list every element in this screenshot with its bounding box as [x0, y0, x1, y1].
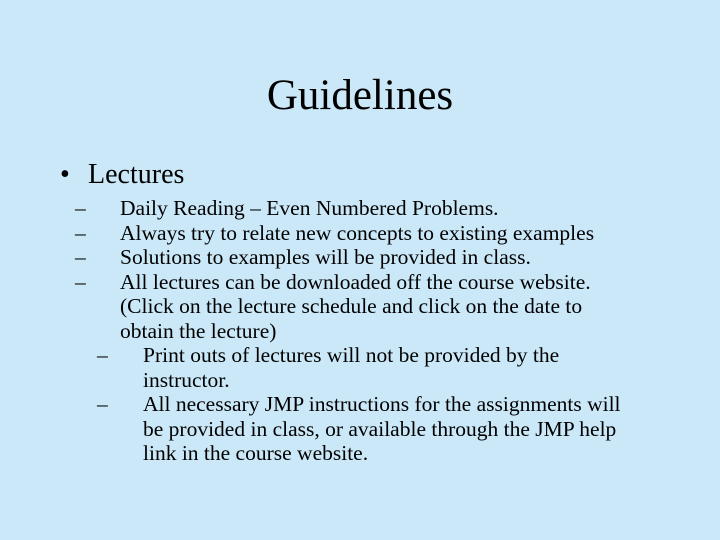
dash-marker: –	[97, 392, 108, 416]
dash-marker: –	[75, 196, 86, 220]
sub-bullet-item	[97, 343, 697, 392]
bullet-label: Lectures	[88, 159, 185, 190]
sub-bullet-item	[75, 269, 697, 344]
sub-bullet-text-continued: (Click on the lecture schedule and click on the date to	[120, 294, 583, 318]
sub-bullet-text: Always try to relate new concepts to existing examples	[120, 220, 595, 245]
sub-bullet-text-continued: be provided in class, or available through the JMP help	[143, 416, 617, 441]
sub-bullet-text: All necessary JMP instructions for the assignments will	[143, 392, 621, 416]
sub-bullet-text: Print outs of lectures will not be provided by the	[143, 343, 560, 367]
slide-title: Guidelines	[266, 72, 454, 119]
dash-marker: –	[97, 343, 108, 367]
sub-bullet-text: Daily Reading – Even Numbered Problems.	[120, 196, 499, 220]
sub-bullet-list	[75, 196, 697, 466]
bullet-marker: •	[60, 159, 70, 190]
dash-marker: –	[75, 269, 86, 294]
dash-marker: –	[75, 245, 86, 269]
sub-bullet-item	[97, 392, 697, 466]
dash-marker: –	[75, 220, 86, 245]
sub-bullet-text: All lectures can be downloaded off the course website.	[120, 269, 591, 294]
sub-bullet-text-continued: obtain the lecture)	[120, 318, 277, 343]
bullet-lectures	[60, 158, 184, 192]
sub-bullet-text-continued: instructor.	[143, 367, 230, 392]
sub-bullet-item	[75, 245, 697, 270]
sub-bullet-item	[75, 220, 697, 246]
sub-bullet-item	[75, 196, 697, 221]
sub-bullet-text-continued: link in the course website.	[143, 441, 369, 465]
sub-bullet-text: Solutions to examples will be provided in class.	[120, 245, 531, 269]
